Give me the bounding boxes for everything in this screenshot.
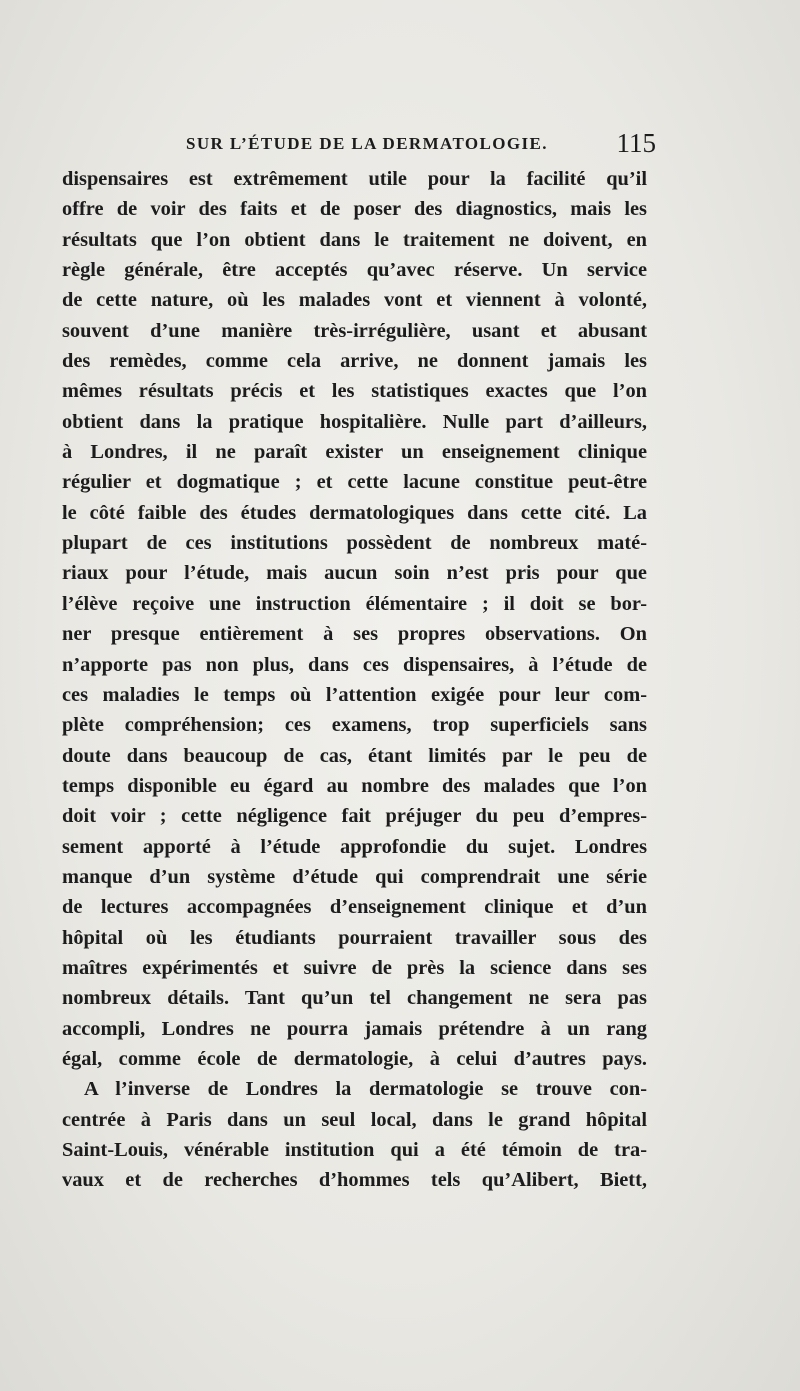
text-line: de lectures accompagnées d’enseignement clinique et d’un: [62, 896, 647, 919]
text-line: accompli, Londres ne pourra jamais prétendre à un rang: [62, 1017, 647, 1040]
text-line: ner presque entièrement à ses propres observations. On: [62, 623, 647, 646]
text-line: égal, comme école de dermatologie, à celui d’autres pays.: [62, 1047, 647, 1070]
text-line: mêmes résultats précis et les statistiques exactes que l’on: [62, 380, 647, 403]
text-line: sement apporté à l’étude approfondie du sujet. Londres: [62, 835, 647, 858]
text-line: centrée à Paris dans un seul local, dans le grand hôpital: [62, 1108, 647, 1131]
body-text: [62, 164, 647, 1196]
text-line: n’apporte pas non plus, dans ces dispensaires, à l’étude de: [62, 653, 647, 676]
text-line: manque d’un système d’étude qui comprendrait une série: [62, 865, 647, 888]
text-line: ces maladies le temps où l’attention exigée pour leur com-: [62, 683, 647, 706]
text-line: nombreux détails. Tant qu’un tel changement ne sera pas: [62, 987, 647, 1010]
page-number: 115: [616, 128, 656, 158]
text-line: le côté faible des études dermatologiques dans cette cité. La: [62, 501, 647, 524]
text-line: obtient dans la pratique hospitalière. Nulle part d’ailleurs,: [62, 410, 647, 433]
text-line: résultats que l’on obtient dans le traitement ne doivent, en: [62, 228, 647, 251]
page-header: [186, 128, 656, 160]
text-line: maîtres expérimentés et suivre de près la science dans ses: [62, 956, 647, 979]
text-line: offre de voir des faits et de poser des diagnostics, mais les: [62, 198, 647, 221]
text-line: à Londres, il ne paraît exister un enseignement clinique: [62, 441, 647, 464]
text-line: Saint-Louis, vénérable institution qui a été témoin de tra-: [62, 1139, 647, 1161]
text-line: doute dans beaucoup de cas, étant limités par le peu de: [62, 744, 647, 767]
running-title: SUR L’ÉTUDE DE LA DERMATOLOGIE.: [186, 134, 548, 153]
text-line: hôpital où les étudiants pourraient travailler sous des: [62, 926, 647, 949]
text-line: doit voir ; cette négligence fait préjuger du peu d’empres-: [62, 805, 647, 828]
text-line: régulier et dogmatique ; et cette lacune constitue peut-être: [62, 471, 647, 494]
text-line: dispensaires est extrêmement utile pour la facilité qu’il: [62, 168, 647, 190]
text-line: l’élève reçoive une instruction élémentaire ; il doit se bor-: [62, 592, 647, 615]
text-line: vaux et de recherches d’hommes tels qu’Alibert, Biett,: [62, 1169, 647, 1192]
text-line: riaux pour l’étude, mais aucun soin n’est pris pour que: [62, 562, 647, 585]
text-line: souvent d’une manière très-irrégulière, usant et abusant: [62, 319, 647, 342]
text-line: temps disponible eu égard au nombre des malades que l’on: [62, 774, 647, 797]
text-line: plupart de ces institutions possèdent de nombreux maté-: [62, 532, 647, 555]
text-line: plète compréhension; ces examens, trop superficiels sans: [62, 714, 647, 737]
text-line: des remèdes, comme cela arrive, ne donnent jamais les: [62, 350, 647, 373]
text-line: A l’inverse de Londres la dermatologie se trouve con-: [84, 1078, 647, 1101]
text-line: de cette nature, où les malades vont et viennent à volonté,: [62, 289, 647, 312]
text-line: règle générale, être acceptés qu’avec réserve. Un service: [62, 259, 647, 282]
